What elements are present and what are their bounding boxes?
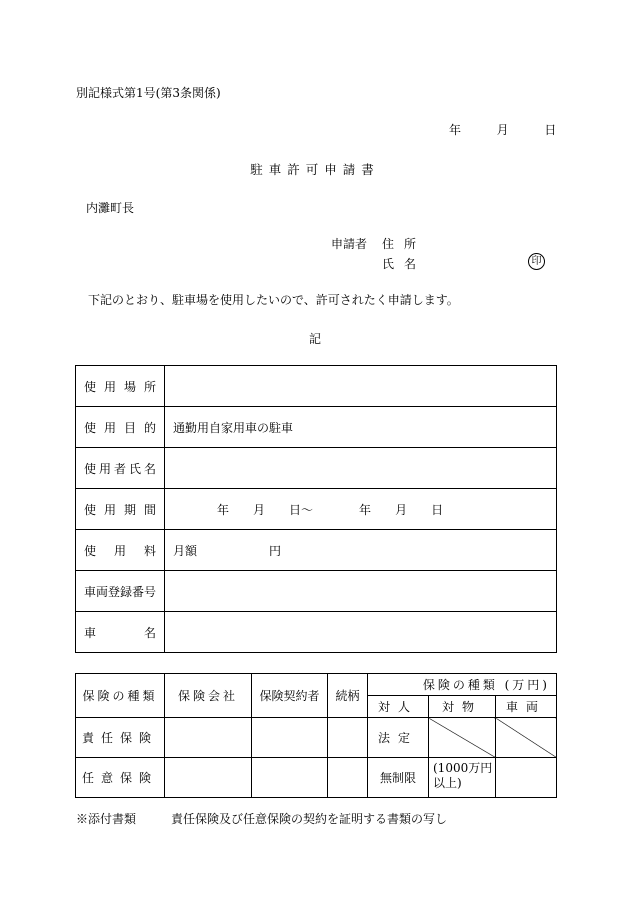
table-row xyxy=(76,674,557,696)
user-name-label: 使 用 者 氏 名 xyxy=(84,461,156,476)
insurance-table xyxy=(75,673,557,798)
date-month: 月 xyxy=(496,123,509,137)
period-month-1: 月 xyxy=(253,502,266,517)
voluntary-company-cell[interactable] xyxy=(165,758,252,798)
liability-label: 責任保険 xyxy=(76,718,165,758)
date-year: 年 xyxy=(449,123,462,137)
contractor-header: 保険契約者 xyxy=(252,674,328,718)
liability-company-cell[interactable] xyxy=(165,718,252,758)
liability-contractor-cell[interactable] xyxy=(252,718,328,758)
fee-unit: 円 xyxy=(269,543,282,558)
person-header: 対人 xyxy=(368,696,429,718)
liability-property-diagonal xyxy=(429,718,496,758)
user-name-value-cell[interactable] xyxy=(165,448,557,489)
table-row xyxy=(76,718,557,758)
liability-relation-cell[interactable] xyxy=(328,718,368,758)
car-name-label-cell xyxy=(76,612,165,653)
usage-table xyxy=(75,365,557,653)
voluntary-relation-cell[interactable] xyxy=(328,758,368,798)
period-label-cell xyxy=(76,489,165,530)
period-year-2: 年 xyxy=(359,502,372,517)
period-day-1: 日〜 xyxy=(289,502,314,517)
addressee: 内灘町長 xyxy=(86,201,135,215)
voluntary-vehicle-cell[interactable] xyxy=(496,758,557,798)
table-row xyxy=(76,489,557,530)
voluntary-label: 任意保険 xyxy=(76,758,165,798)
liability-vehicle-diagonal xyxy=(496,718,557,758)
period-value-cell[interactable] xyxy=(165,489,557,530)
table-row xyxy=(76,407,557,448)
period-day-2: 日 xyxy=(431,502,444,517)
purpose-label: 使 用 目 的 xyxy=(84,420,156,435)
place-label-cell xyxy=(76,366,165,407)
period-month-2: 月 xyxy=(395,502,408,517)
place-label: 使 用 場 所 xyxy=(84,379,156,394)
attachment-text: 責任保険及び任意保険の契約を証明する書類の写し xyxy=(171,812,448,826)
ki-heading: 記 xyxy=(308,332,321,346)
property-header: 対物 xyxy=(429,696,496,718)
date-line xyxy=(449,121,556,138)
table-row xyxy=(76,612,557,653)
table-row xyxy=(76,571,557,612)
fee-label: 使 用 料 xyxy=(84,543,156,558)
applicant-label: 申請者 xyxy=(331,237,368,251)
user-name-label-cell xyxy=(76,448,165,489)
statement-text: 下記のとおり、駐車場を使用したいので、許可されたく申請します。 xyxy=(88,293,459,307)
attachment-label: ※添付書類 xyxy=(76,812,137,826)
applicant-name-label: 氏名 xyxy=(382,257,427,271)
car-name-label: 車 名 xyxy=(84,625,156,640)
form-number: 別記様式第1号(第3条関係) xyxy=(76,86,221,100)
period-label: 使 用 期 間 xyxy=(84,502,156,517)
relation-header: 続柄 xyxy=(328,674,368,718)
registration-label: 車両登録番号 xyxy=(84,584,157,599)
seal-mark: 印 xyxy=(528,253,545,270)
purpose-value-cell[interactable]: 通勤用自家用車の駐車 xyxy=(165,407,557,448)
registration-label-cell xyxy=(76,571,165,612)
fee-label-cell xyxy=(76,530,165,571)
voluntary-contractor-cell[interactable] xyxy=(252,758,328,798)
document-title: 駐車許可申請書 xyxy=(250,162,380,177)
place-value-cell[interactable] xyxy=(165,366,557,407)
voluntary-person-cell: 無制限 xyxy=(368,758,429,798)
applicant-address-label: 住所 xyxy=(382,237,427,251)
table-row xyxy=(76,366,557,407)
fee-value-cell[interactable] xyxy=(165,530,557,571)
period-year-1: 年 xyxy=(217,502,230,517)
purpose-label-cell xyxy=(76,407,165,448)
voluntary-property-cell: (1000万円以上) xyxy=(429,758,496,798)
insurance-company-header: 保険会社 xyxy=(165,674,252,718)
liability-person-cell: 法定 xyxy=(368,718,429,758)
insurance-type-header: 保険の種類 xyxy=(76,674,165,718)
table-row xyxy=(76,758,557,798)
date-day: 日 xyxy=(544,123,557,137)
vehicle-header: 車両 xyxy=(496,696,557,718)
fee-monthly: 月額 xyxy=(173,543,198,558)
registration-value-cell[interactable] xyxy=(165,571,557,612)
car-name-value-cell[interactable] xyxy=(165,612,557,653)
table-row xyxy=(76,448,557,489)
coverage-header: 保険の種類 (万円) xyxy=(368,674,557,696)
table-row xyxy=(76,530,557,571)
